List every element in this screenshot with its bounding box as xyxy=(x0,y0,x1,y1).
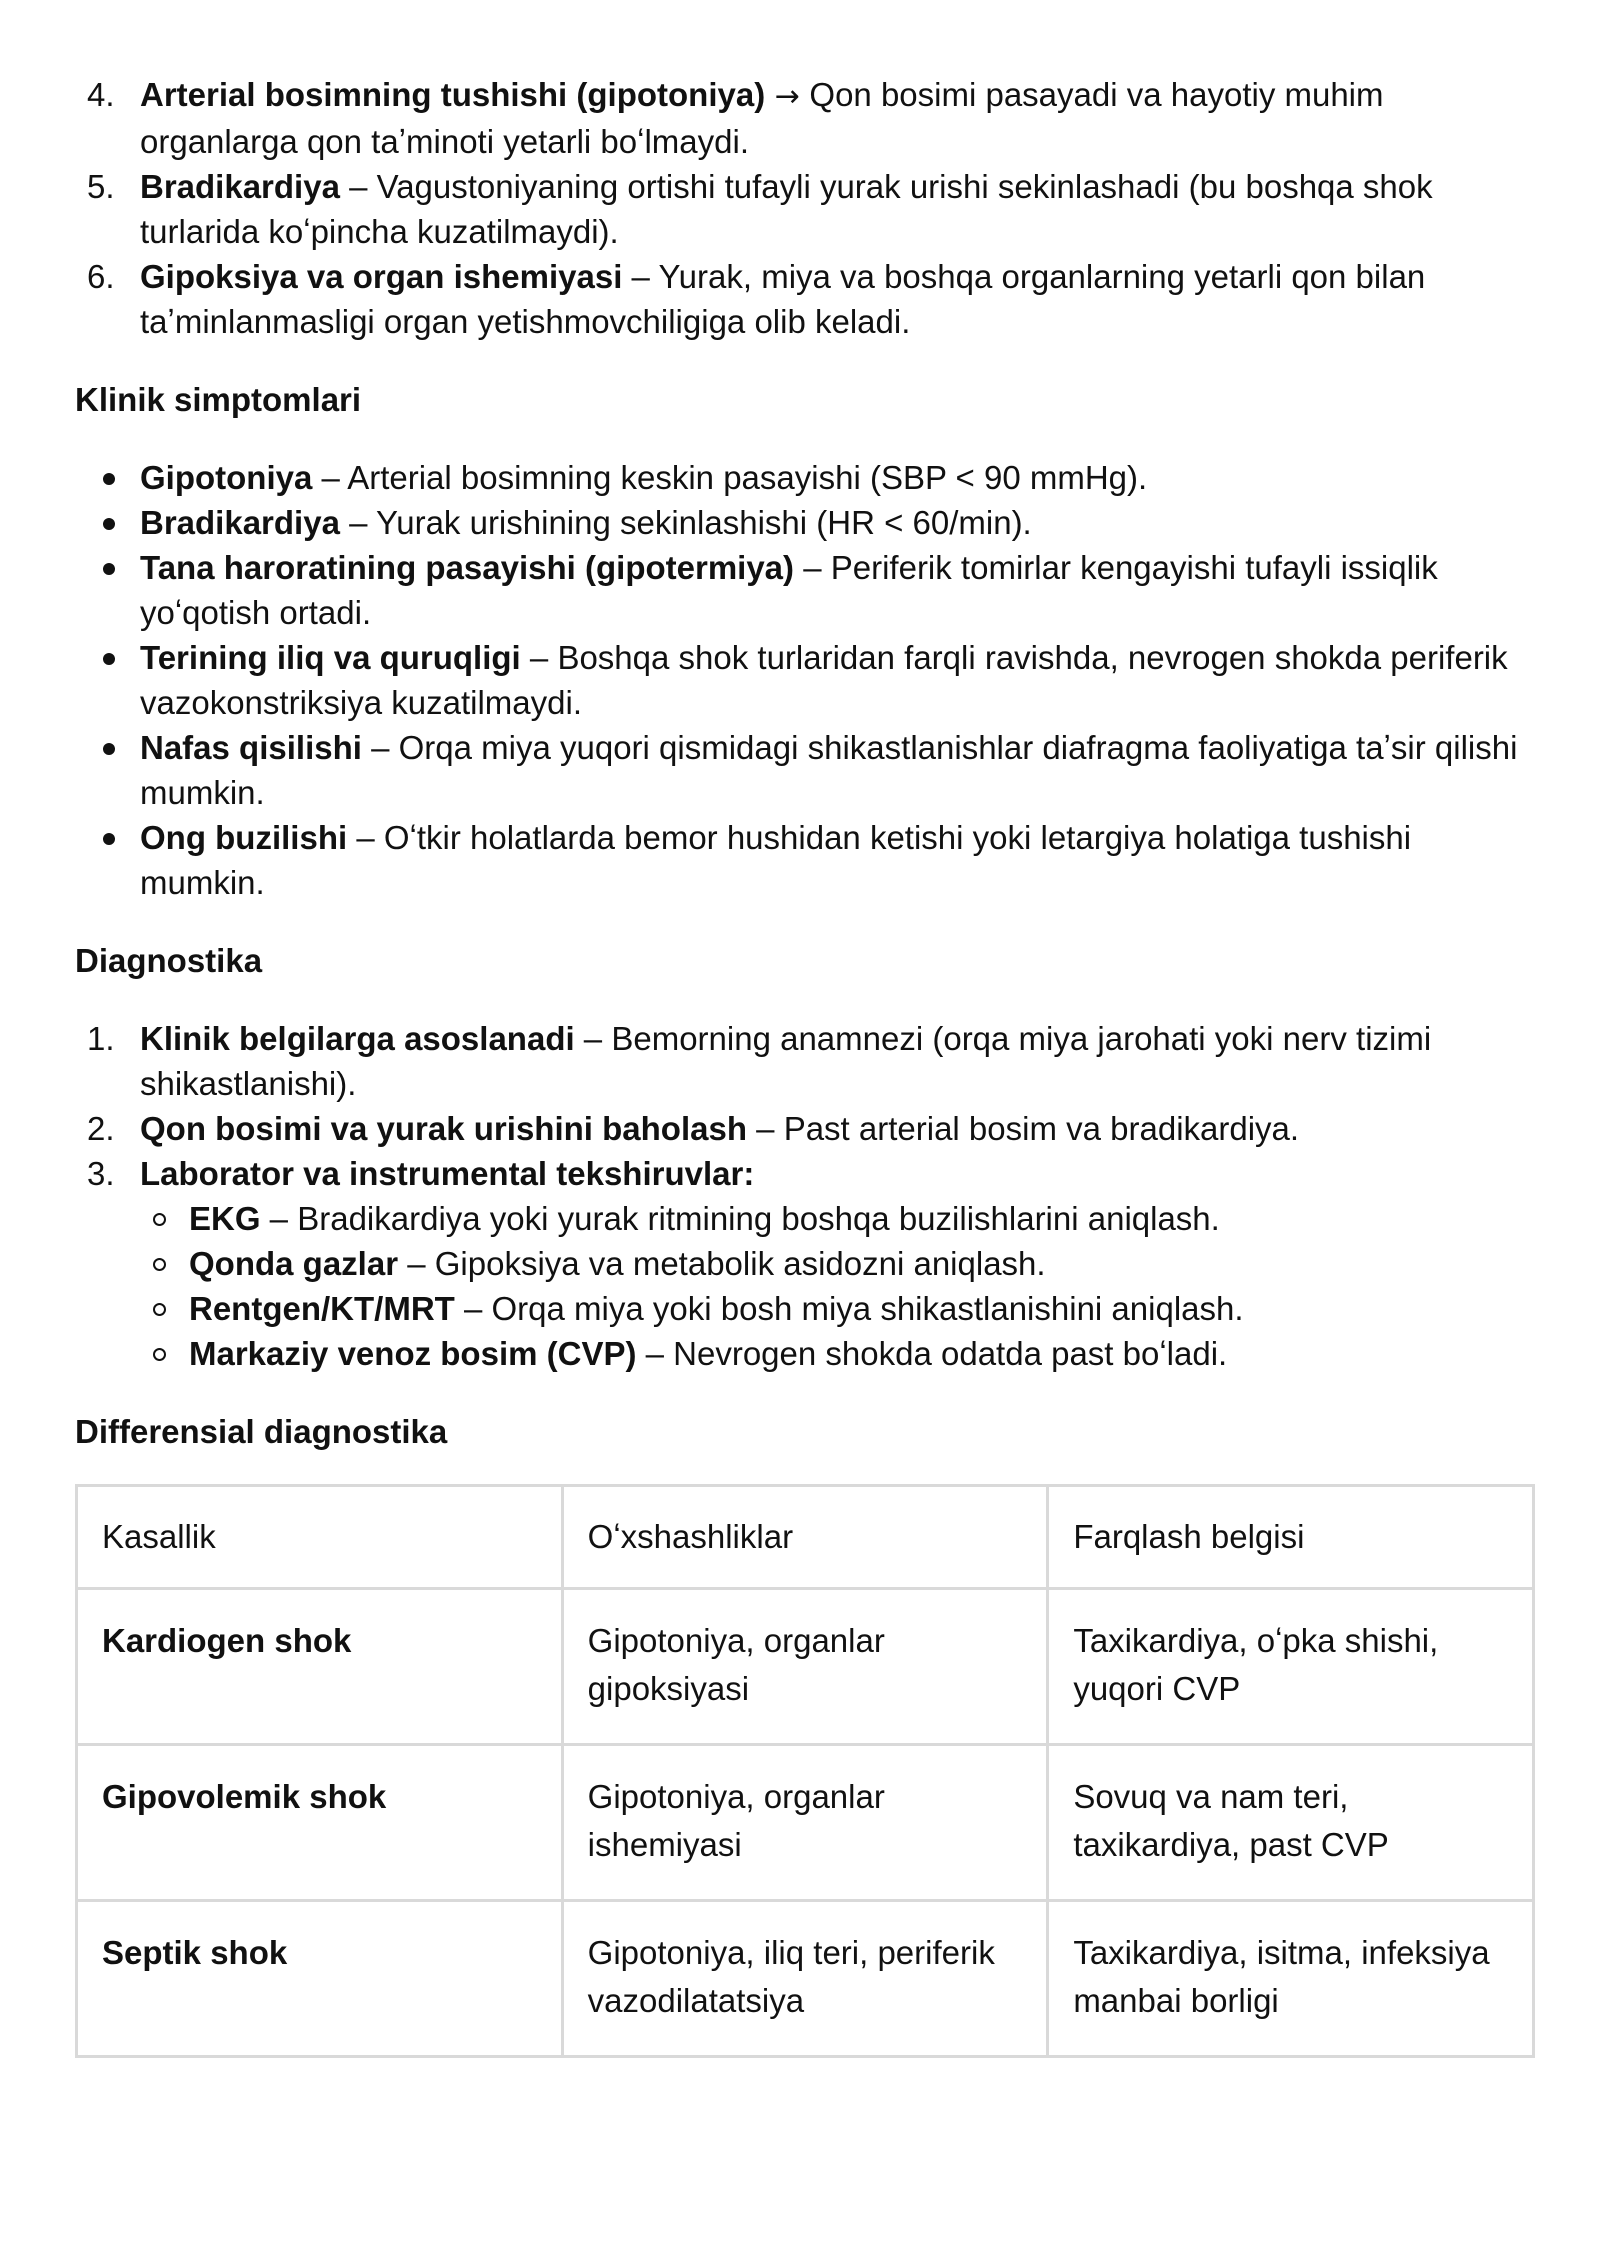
item-term: Terining iliq va quruqligi xyxy=(140,639,521,676)
item-text: Periferik tomirlar kengayishi tufayli issiqlik yoʻqotish ortadi. xyxy=(140,549,1438,631)
item-text: Past arterial bosim va bradikardiya. xyxy=(783,1110,1300,1147)
item-text: Orqa miya yoki bosh miya shikastlanishini aniqlash. xyxy=(491,1290,1244,1327)
table-cell: Gipotoniya, organlar gipoksiyasi xyxy=(562,1589,1048,1745)
table-header-cell: Kasallik xyxy=(77,1486,563,1589)
sublist-item xyxy=(140,1196,1535,1241)
arrow-separator: → xyxy=(765,79,810,114)
item-separator: – xyxy=(636,1335,674,1372)
list-number: 3. xyxy=(87,1155,115,1192)
diagnostics-list xyxy=(75,1016,1535,1376)
table-cell-disease xyxy=(77,1745,563,1901)
table-row xyxy=(77,1901,1534,2057)
disease-name: Kardiogen shok xyxy=(102,1622,352,1659)
item-text: Qon bosimi pasayadi va hayotiy muhim organlarga qon taʼminoti yetarli boʻlmaydi. xyxy=(140,76,1384,160)
disease-name: Gipovolemik shok xyxy=(102,1778,387,1815)
item-separator: – xyxy=(339,504,377,541)
item-text: Boshqa shok turlaridan farqli ravishda, nevrogen shokda periferik vazokonstriksiya kuzatilmaydi. xyxy=(140,639,1508,721)
list-item xyxy=(75,164,1535,254)
item-separator: – xyxy=(520,639,558,676)
table-cell: Gipotoniya, organlar ishemiyasi xyxy=(562,1745,1048,1901)
section-heading-diagnostika: Diagnostika xyxy=(75,942,263,979)
list-item xyxy=(75,72,1535,164)
item-separator: – xyxy=(794,549,831,586)
item-text: Orqa miya yuqori qismidagi shikastlanishlar diafragma faoliyatiga taʼsir qilishi mumkin. xyxy=(140,729,1518,811)
item-term: Ong buzilishi xyxy=(140,819,348,856)
item-separator: – xyxy=(454,1290,492,1327)
item-term: Nafas qisilishi xyxy=(140,729,362,766)
table-cell: Gipotoniya, iliq teri, periferik vazodilatatsiya xyxy=(562,1901,1048,2057)
item-separator: – xyxy=(339,168,377,205)
differential-table xyxy=(75,1484,1535,2058)
list-item xyxy=(75,1016,1535,1106)
item-term: Qonda gazlar xyxy=(189,1245,399,1282)
list-number: 2. xyxy=(87,1110,115,1147)
list-item xyxy=(75,455,1535,500)
list-item xyxy=(75,635,1535,725)
item-text: Vagustoniyaning ortishi tufayli yurak urishi sekinlashadi (bu boshqa shok turlarida koʻpincha kuzatilmaydi). xyxy=(140,168,1433,250)
item-separator: – xyxy=(398,1245,435,1282)
item-separator: – xyxy=(622,258,659,295)
sublist-item xyxy=(140,1241,1535,1286)
table-cell: Taxikardiya, isitma, infeksiya manbai borligi xyxy=(1048,1901,1534,2057)
item-term: Markaziy venoz bosim (CVP) xyxy=(189,1335,637,1372)
table-cell: Sovuq va nam teri, taxikardiya, past CVP xyxy=(1048,1745,1534,1901)
item-text: Nevrogen shokda odatda past boʻladi. xyxy=(673,1335,1228,1372)
item-text: Gipoksiya va metabolik asidozni aniqlash. xyxy=(434,1245,1046,1282)
item-term: Gipotoniya xyxy=(140,459,313,496)
item-separator: – xyxy=(574,1020,612,1057)
table-header-cell: Oʻxshashliklar xyxy=(562,1486,1048,1589)
item-text: Yurak urishining sekinlashishi (HR < 60/min). xyxy=(376,504,1032,541)
item-term: Rentgen/KT/MRT xyxy=(189,1290,455,1327)
list-item xyxy=(75,1151,1535,1376)
item-text: Bradikardiya yoki yurak ritmining boshqa buzilishlarini aniqlash. xyxy=(297,1200,1220,1237)
item-term: Tana haroratining pasayishi (gipotermiya) xyxy=(140,549,795,586)
item-term: Bradikardiya xyxy=(140,168,340,205)
item-term: EKG xyxy=(189,1200,261,1237)
item-separator: – xyxy=(312,459,348,496)
table-cell: Taxikardiya, oʻpka shishi, yuqori CVP xyxy=(1048,1589,1534,1745)
item-term: Qon bosimi va yurak urishini baholash xyxy=(140,1110,747,1147)
item-term: Arterial bosimning tushishi (gipotoniya) xyxy=(140,76,766,113)
table-cell-disease xyxy=(77,1901,563,2057)
list-item xyxy=(75,500,1535,545)
item-term: Klinik belgilarga asoslanadi xyxy=(140,1020,575,1057)
list-number: 1. xyxy=(87,1020,115,1057)
table-cell-disease xyxy=(77,1589,563,1745)
list-number: 5. xyxy=(87,168,115,205)
list-item xyxy=(75,1106,1535,1151)
item-separator: – xyxy=(746,1110,784,1147)
item-separator: – xyxy=(347,819,384,856)
document-page xyxy=(75,72,1535,2058)
symptoms-list xyxy=(75,455,1535,905)
list-item xyxy=(75,725,1535,815)
section-heading-klinik: Klinik simptomlari xyxy=(75,381,362,418)
list-number: 4. xyxy=(87,76,115,113)
item-text: Bemorning anamnezi (orqa miya jarohati yoki nerv tizimi shikastlanishi). xyxy=(140,1020,1432,1102)
list-item xyxy=(75,254,1535,344)
lab-tests-sublist xyxy=(140,1196,1535,1376)
item-text: Oʻtkir holatlarda bemor hushidan ketishi yoki letargiya holatiga tushishi mumkin. xyxy=(140,819,1412,901)
list-item xyxy=(75,815,1535,905)
item-separator: – xyxy=(361,729,399,766)
sublist-item xyxy=(140,1331,1535,1376)
sublist-item xyxy=(140,1286,1535,1331)
table-header-cell: Farqlash belgisi xyxy=(1048,1486,1534,1589)
item-term: Bradikardiya xyxy=(140,504,340,541)
item-separator: – xyxy=(260,1200,298,1237)
pathogenesis-list xyxy=(75,72,1535,344)
table-header-row xyxy=(77,1486,1534,1589)
item-term: Gipoksiya va organ ishemiyasi xyxy=(140,258,623,295)
item-text: Arterial bosimning keskin pasayishi (SBP < 90 mmHg). xyxy=(347,459,1148,496)
disease-name: Septik shok xyxy=(102,1934,288,1971)
section-heading-differensial: Differensial diagnostika xyxy=(75,1413,448,1450)
table-row xyxy=(77,1745,1534,1901)
item-term: Laborator va instrumental tekshiruvlar: xyxy=(140,1155,755,1192)
item-text: Yurak, miya va boshqa organlarning yetarli qon bilan taʼminlanmasligi organ yetishmovchiligiga olib keladi. xyxy=(140,258,1426,340)
list-item xyxy=(75,545,1535,635)
list-number: 6. xyxy=(87,258,115,295)
table-row xyxy=(77,1589,1534,1745)
